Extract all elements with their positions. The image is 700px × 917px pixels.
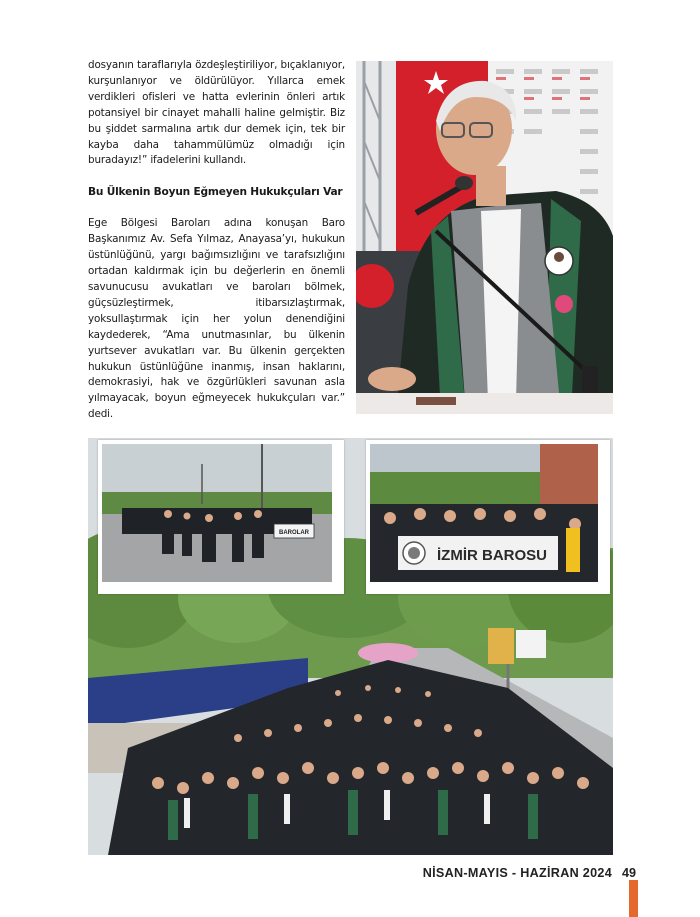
small-banner-text: BAROLAR xyxy=(279,530,309,536)
banner-text: İZMİR BAROSU xyxy=(437,547,547,564)
speaker-photo xyxy=(356,61,613,414)
issue-date: NİSAN-MAYIS - HAZİRAN 2024 xyxy=(422,866,612,880)
article-paragraph-2: Ege Bölgesi Baroları adına konuşan Baro Başkanımız Av. Sefa Yılmaz, Anayasa’yı, hukukun üstünlüğünü, yargı bağımsızlığını ve tarafsızlığını ortadan kaldırmak için bu değerlerin en önemli savunucusu avukatları ve baroları bölmek, güçsüzleştirmek, itibarsızlaştırmak, yoksullaştırmak için her yolun denendiğini kaydederek, “Ama unutmasınlar, bu ülkenin yurtsever avukatları var. Bu ülkenin gerçekten hukukun üstünlüğüne inanmış, insan haklarını, demokrasiyi, hak ve özgürlükleri savunan asla yılmayacak, boyun eğmeyecek hukukçuları var.” dedi. xyxy=(88,217,345,421)
section-heading: Bu Ülkenin Boyun Eğmeyen Hukukçuları Var xyxy=(88,186,343,199)
inset-photo-frame-left xyxy=(98,440,344,594)
march-road-photo xyxy=(102,444,340,590)
izmir-bar-banner-photo xyxy=(370,444,606,590)
accent-bar xyxy=(629,880,638,917)
inset-photo-frame-right xyxy=(366,440,610,594)
article-text-column xyxy=(88,58,345,423)
page-number: 49 xyxy=(622,866,637,880)
article-paragraph-1: dosyanın taraflarıyla özdeşleştiriliyor, bıçaklanıyor, kurşunlanıyor ve öldürülüyor. Yıllarca emek verdikleri ofisleri ve hatta evlerinin önleri artık potansiyel bir cinayet mahalli haline gelmiştir. Biz bu şiddet sarmalına artık dur demek için, tek bir kayba daha tahammülümüz olmadığı için buradayız!” ifadelerini kullandı. xyxy=(88,59,345,167)
